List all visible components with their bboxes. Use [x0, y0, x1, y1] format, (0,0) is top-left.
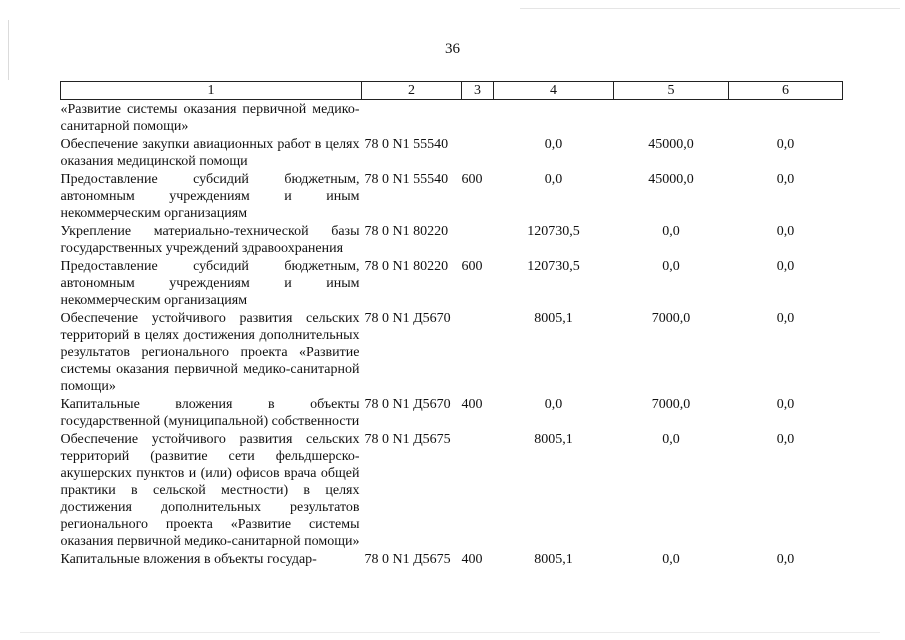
row-amount-1: 8005,1 [534, 552, 573, 567]
row-code: 78 0 N1 55540 [364, 172, 449, 187]
column-header-amount-1: 4 [494, 82, 614, 100]
row-expense-type [462, 430, 494, 550]
table-row [61, 257, 843, 309]
row-amount-1: 8005,1 [534, 432, 573, 447]
scan-artifact [520, 8, 900, 9]
row-amount-3: 0,0 [776, 397, 795, 412]
row-code: 78 0 N1 Д5675 [364, 552, 451, 567]
table-row [61, 395, 843, 430]
row-code [362, 100, 462, 136]
row-amount-2: 0,0 [662, 224, 680, 239]
column-header-code: 2 [362, 82, 462, 100]
row-amount-2: 7000,0 [651, 311, 691, 326]
row-name: Капитальные вложения в объекты государственной (муниципальной) собственности [60, 397, 360, 429]
row-expense-type: 400 [461, 552, 483, 567]
row-code: 78 0 N1 Д5670 [364, 397, 451, 412]
column-header-amount-3: 6 [729, 82, 843, 100]
row-amount-1 [494, 100, 614, 136]
row-code: 78 0 N1 55540 [364, 137, 449, 152]
row-amount-2 [614, 100, 729, 136]
column-header-vr: 3 [462, 82, 494, 100]
row-amount-2: 0,0 [662, 259, 680, 274]
row-name: Обеспечение устойчивого развития сельских территорий в целях достижения дополнительных результатов регионального проекта «Развитие системы оказания первичной медико-санитарной помощи» [60, 311, 360, 394]
row-name: Предоставление субсидий бюджетным, автономным учреждениям и иным некоммерческим организациям [60, 259, 360, 308]
row-amount-3: 0,0 [776, 552, 795, 567]
row-expense-type: 400 [461, 397, 483, 412]
row-expense-type [462, 100, 494, 136]
row-expense-type [462, 135, 494, 170]
row-expense-type: 600 [461, 259, 483, 274]
row-amount-3: 0,0 [776, 432, 795, 447]
row-expense-type: 600 [461, 172, 483, 187]
table-row [61, 430, 843, 550]
row-amount-2: 45000,0 [648, 137, 694, 152]
row-code: 78 0 N1 Д5675 [364, 432, 451, 447]
row-expense-type [462, 309, 494, 395]
column-header-amount-2: 5 [614, 82, 729, 100]
row-amount-2: 7000,0 [651, 397, 691, 412]
row-amount-2: 0,0 [662, 432, 680, 447]
row-amount-3: 0,0 [776, 311, 795, 326]
row-expense-type [462, 222, 494, 257]
row-amount-1: 8005,1 [534, 311, 573, 326]
table-row [61, 550, 843, 568]
row-name: Обеспечение устойчивого развития сельских территорий (развитие сети фельдшерско-акушерских пунктов и (или) офисов врача общей практики в сельской местности) в целях достижения дополнительных результатов регионального проекта «Развитие системы оказания первичной медико-санитарной помощи» [60, 432, 360, 549]
row-amount-2: 0,0 [662, 552, 680, 567]
row-amount-1: 0,0 [544, 137, 563, 152]
row-amount-3 [729, 100, 843, 136]
row-amount-1: 0,0 [544, 397, 563, 412]
row-amount-3: 0,0 [776, 172, 795, 187]
table-row [61, 222, 843, 257]
row-code: 78 0 N1 80220 [364, 259, 449, 274]
row-name: «Развитие системы оказания первичной медико-санитарной помощи» [60, 102, 360, 134]
page-number: 36 [445, 41, 460, 57]
row-code: 78 0 N1 80220 [364, 224, 449, 239]
table-row [61, 309, 843, 395]
row-name: Обеспечение закупки авиационных работ в целях оказания медицинской помощи [60, 137, 360, 169]
budget-table [60, 81, 843, 568]
row-name: Укрепление материально-технической базы государственных учреждений здравоохранения [60, 224, 360, 256]
column-header-name: 1 [61, 82, 362, 100]
table-row [61, 100, 843, 136]
table-header-row [61, 82, 843, 100]
row-amount-3: 0,0 [776, 259, 795, 274]
scan-artifact [8, 20, 9, 80]
row-amount-1: 120730,5 [527, 259, 580, 274]
row-amount-3: 0,0 [776, 224, 795, 239]
row-name: Предоставление субсидий бюджетным, автономным учреждениям и иным некоммерческим организациям [60, 172, 360, 221]
row-amount-2: 45000,0 [648, 172, 694, 187]
row-name: Капитальные вложения в объекты государ- [60, 552, 317, 567]
row-amount-1: 0,0 [544, 172, 563, 187]
scan-artifact [20, 632, 880, 633]
row-amount-3: 0,0 [776, 137, 795, 152]
row-code: 78 0 N1 Д5670 [364, 311, 451, 326]
table-row [61, 170, 843, 222]
row-amount-1: 120730,5 [527, 224, 580, 239]
table-row [61, 135, 843, 170]
